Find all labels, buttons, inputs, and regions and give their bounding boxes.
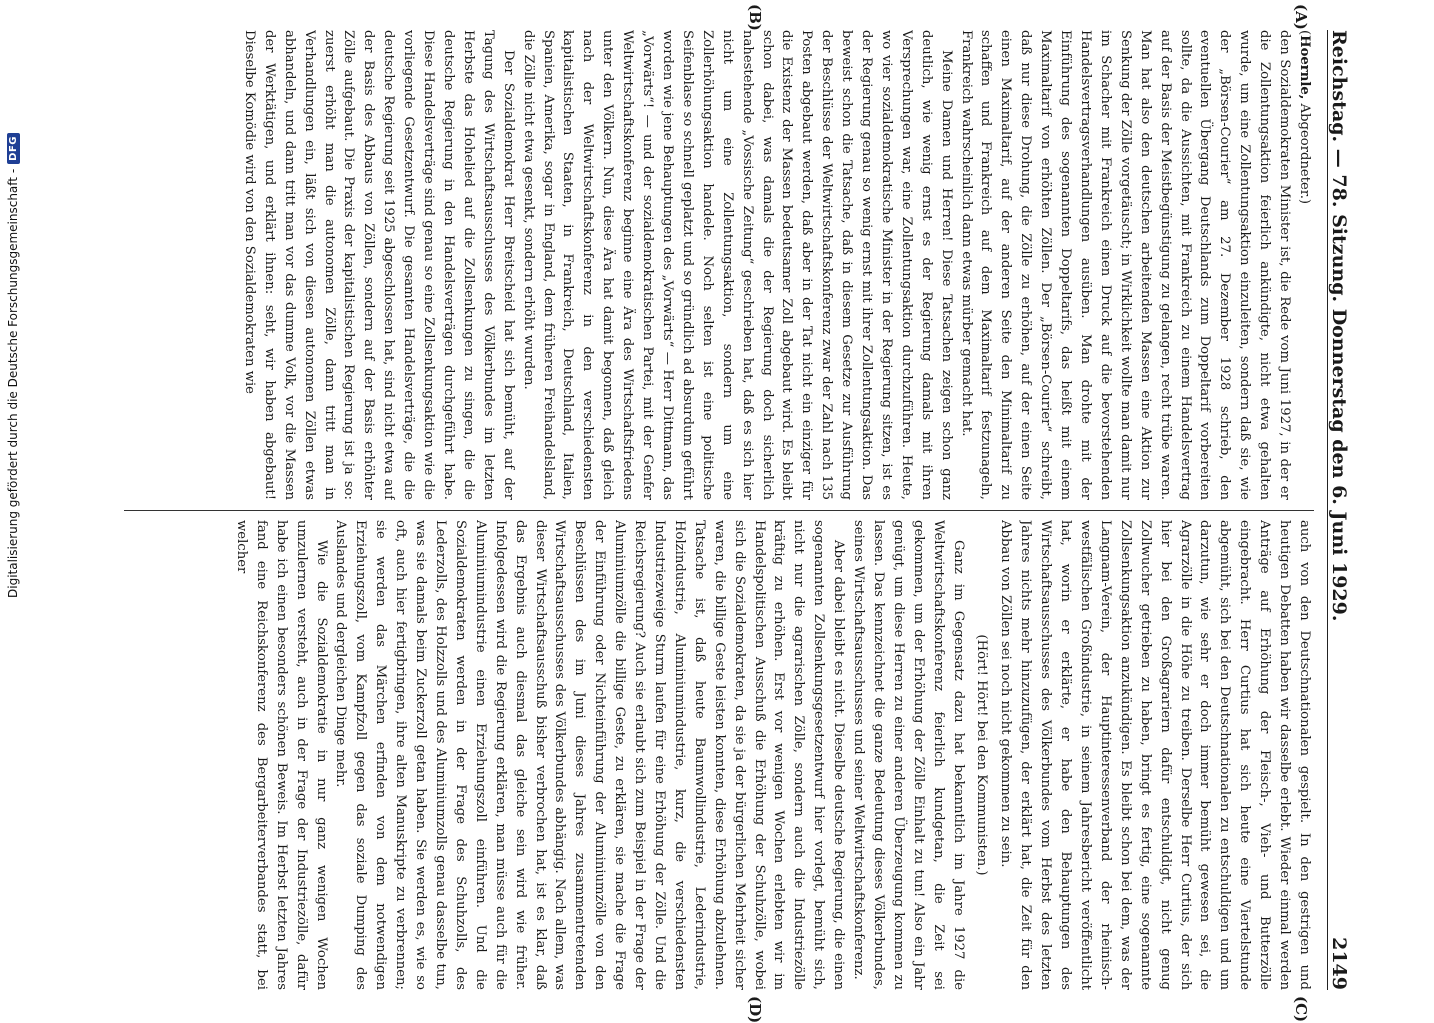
- text-column-left: [124, 30, 1314, 500]
- dfg-logo: DFG: [7, 133, 20, 164]
- page-header: [1327, 30, 1354, 990]
- margin-mark-a: (A): [1292, 4, 1310, 30]
- speaker-line: (Hoernle, Abgeordneter.): [1297, 30, 1312, 205]
- paragraph: Ganz im Gegensatz dazu hat bekanntlich im Jahre 1927 die Weltwirtschaftskonferenz feierlich kundgetan, die Zeit sei gekommen, um der Erhöhung der Zölle Einhalt zu tun! Also ein Jahr genügt, um diese Herren zu einer anderen Überzeugung kommen zu lassen. Das kennzeichnet die ganze Bedeutung dieses Völkerbundes, seines Wirtschaftsausschusses und seiner Weltwirtschaftskonferenz.: [851, 520, 966, 990]
- margin-mark-d: (D): [746, 996, 764, 1023]
- paragraph: den Sozialdemokraten Minister ist, die Rede vom Juni 1927, in der er die Zollentungsaktion feierlich ankündigte, nicht etwa gehalten wurde, um eine Zollentungsaktion einzuleiten, sondern daß sie, wie der „Börsen-Courier“ am 27. Dezember 1928 schrieb, den eventuellen Übergang Deutschlands zum Doppeltarif vorbereiten sollte, da die Aussichten, mit Frankreich zu einem Handelsvertrag auf der Basis der Meistbegünstigung zu gelangen, recht trübe waren. Man hat also den deutschen arbeitenden Massen eine Aktion zur Senkung der Zölle vorgetäuscht; in Wirklichkeit wollte man damit nur im Schacher mit Frankreich einen Druck auf die bevorstehenden Handelsvertragsverhandlungen ausüben. Man drohte mit der Einführung des sogenannten Doppeltarifs, das heißt mit einem Maximaltarif von erhöhten Zöllen. Der „Börsen-Courier“ schreibt, daß nur diese Drohung, die Zölle zu erhöhen, auf der einen Seite einen Maximaltarif, auf der anderen Seite den Minimaltarif zu schaffen und Frankreich auf dem Maximaltarif festzunageln, Frankreich wahrscheinlich dann etwas mürber gemacht hat.: [958, 30, 1293, 500]
- page-number: 2149: [1328, 937, 1350, 990]
- margin-mark-c: (C): [1292, 996, 1310, 1023]
- speaker-name: Hoernle,: [1297, 35, 1312, 100]
- paragraph: auch von den Deutschnationalen gespielt. In den gestrigen und heutigen Debatten haben wir dasselbe erlebt. Wieder einmal werden Anträge auf Erhöhung der Fleisch-, Vieh- und Butterzölle eingebracht. Herr Curtius hat sich heute eine Viertelstunde abgemüht, sich bei den Deutschnationalen zu entschuldigen und um darzutun, wie sehr er doch immer bemüht gewesen sei, die Agrarzölle in die Höhe zu treiben. Derselbe Herr Curtius, der sich hier bei den Großagrariern dafür entschuldigt, nicht genug Zollwucher getrieben zu haben, bringt es fertig, eine sogenannte Zollsenkungsaktion anzukündigen. Es bleibt schon bei dem, was der Langnam-Verein, der Hauptinteressenverband der rheinisch-westfälischen Großindustrie, in seinem Jahresbericht veröffentlicht hat, worin er erklärte, er habe den Behauptungen des Wirtschaftsausschusses des Völkerbundes vom Herbst des letzten Jahres nichts mehr hinzuzufügen, der erklärt hat, die Zeit für den Abbau von Zöllen sei noch nicht gekommen zu sein.: [998, 520, 1312, 990]
- speaker-role: Abgeordneter.: [1297, 103, 1312, 199]
- digitization-footer: [2, 136, 24, 598]
- footer-credit: Digitalisierung gefördert durch die Deutsche Forschungsgemeinschaft -: [6, 168, 20, 598]
- margin-mark-b: (B): [746, 4, 764, 31]
- paragraph: Der Sozialdemokrat Herr Breitscheid hat sich bemüht, auf der Tagung des Wirtschaftsausschusses des Völkerbundes im letzten Herbste das Hohelied auf die Zollsenkungen zu singen, die die deutsche Regierung in den Handelsverträgen durchgeführt habe. Diese Handelsverträge sind genau so eine Zollsenkungsaktion wie die vorliegende Gesetzentwurf. Die gesamten Handelsverträge, die die deutsche Regierung seit 1925 abgeschlossen hat, sind nicht etwa auf der Basis des Abbaus von Zöllen, sondern auf der Basis erhöhter Zölle aufgebaut. Die Praxis der kapitalistischen Regierung ist ja so: zuerst erhöht man die autonomen Zölle, dann tritt man in Verhandlungen ein, läßt sich von diesen autonomen Zöllen etwas abhandeln, und dann tritt man vor das dumme Volk, vor die Massen der Werktätigen, und erklärt ihnen: seht, wir haben abgebaut! Dieselbe Komödie wird von den Sozialdemokraten wie: [241, 30, 516, 500]
- column-divider: [124, 510, 1314, 511]
- text-column-right: [124, 520, 1314, 990]
- interjection: (Hört! Hört! bei den Kommunisten.): [974, 634, 990, 876]
- paragraph: Wie die Sozialdemokratie in nur ganz wenigen Wochen umzulernen versteht, auch in der Frage der Industriezölle, dafür habe ich einen besonders schönen Beweis. Im Herbst letzten Jahres fand eine Reichskonferenz des Bergarbeiterverbandes statt, bei welcher: [233, 520, 329, 990]
- rotated-page-content: [104, 4, 1354, 1023]
- page-title: Reichstag. — 78. Sitzung. Donnerstag den 6. Juni 1929.: [1328, 30, 1350, 622]
- paragraph: Meine Damen und Herren! Diese Tatsachen zeigen schon ganz deutlich, wie wenig ernst es der Regierung damals mit ihren Versprechungen war, eine Zollentungsaktion durchzuführen. Heute, wo vier sozialdemokratische Minister in der Regierung sitzen, ist es der Regierung genau so wenig ernst mit ihrer Zollentungsaktion. Das beweist schon die Tatsache, daß in diesem Gesetze zur Ausführung der Beschlüsse der Weltwirtschaftskonferenz zwar der Zahl nach 135 Posten abgebaut werden, daß aber in der Tat nicht ein einziger für die Existenz der Massen bedeutsamer Zoll abgebaut wird. Es bleibt schon dabei, was damals die der Regierung doch sicherlich nahestehende „Vossische Zeitung“ geschrieben hat, daß es sich hier nicht um eine Zollentungsaktion, sondern um eine Zollerhöhungsaktion handele. Noch selten ist eine politische Seifenblase so schnell geplatzt und so gründlich ad absurdum geführt worden wie jene Behauptungen des „Vorwärts“ — Herr Dittmann, das „Vorwärts“! — und der sozialdemokratischen Partei, mit der Genfer Weltwirtschaftskonferenz beginne eine Ära des Wirtschaftsfriedens unter den Völkern. Nun, diese Ära hat damit begonnen, daß gleich nach der Weltwirtschaftskonferenz in den verschiedensten kapitalistischen Staaten, in Frankreich, Deutschland, Italien, Spanien, Amerika, sogar in England, dem früheren Freihandelsland, die Zölle nicht etwa gesenkt, sondern erhöht wurden.: [520, 30, 954, 500]
- paragraph: Aber dabei bleibt es nicht. Dieselbe deutsche Regierung, die einen sogenannten Zollsenkungsgesetzentwurf hier vorlegt, bemüht sich, nicht nur die agrarischen Zölle, sondern auch die Industriezölle kräftig zu erhöhen. Erst vor wenigen Wochen erlebten wir im Handelspolitischen Ausschuß die Erhöhung der Schuhzölle, wobei sich die Sozialdemokraten, da sie ja der bürgerlichen Mehrheit sicher waren, die billige Geste leisten konnten, diese Erhöhung abzulehnen. Tatsache ist, daß heute Baumwollindustrie, Lederindustrie, Holzindustrie, Aluminiumindustrie, kurz, die verschiedensten Industriezweige Sturm laufen für eine Erhöhung der Zölle. Und die Reichsregierung? Auch sie erlaubt sich zum Beispiel in der Frage der Aluminiumzölle die billige Geste, zu erklären, sie mache die Frage der Einführung oder Nichteinführung der Aluminiumzölle von den Beschlüssen des im Juni dieses Jahres zusammentretenden Wirtschaftsausschusses des Völkerbundes abhängig. Nach allem, was dieser Wirtschaftsausschuß bisher verbrochen hat, ist es klar, daß das Ergebnis auch diesmal das gleiche sein wird wie früher. Infolgedessen wird die Regierung erklären, man müsse auch für die Aluminiumindustrie einen Erziehungszoll einführen. Und die Sozialdemokraten werden in der Frage des Schuhzolls, des Lederzolls, des Holzzolls und des Aluminiumzolls genau dasselbe tun, was sie damals beim Zuckerzoll getan haben. Sie werden es, wie so oft, auch hier fertigbringen, ihre alten Manuskripte zu verbrennen; sie werden das Märchen erfinden von dem notwendigen Erziehungszoll, vom Kampfzoll gegen das soziale Dumping des Auslandes und dergleichen Dinge mehr.: [333, 520, 847, 990]
